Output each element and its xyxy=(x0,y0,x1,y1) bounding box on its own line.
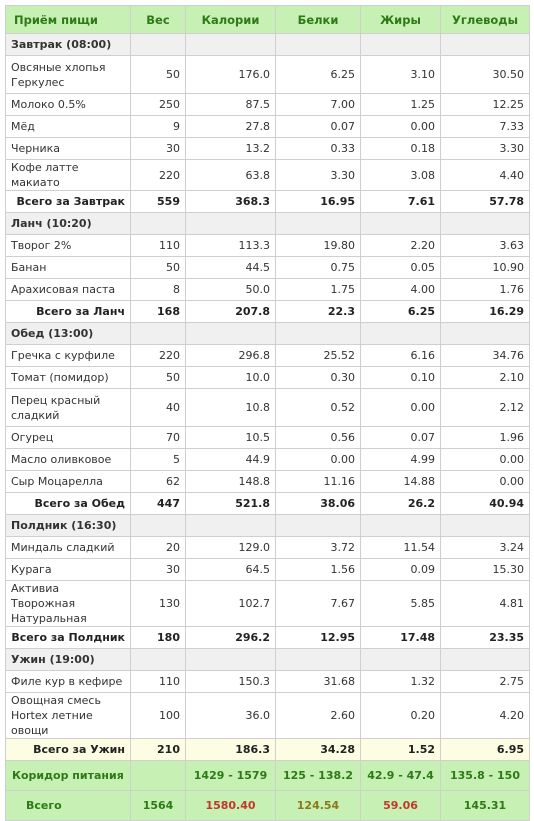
food-name: Активиа Творожная Натуральная xyxy=(6,581,131,627)
section-empty-cell xyxy=(441,515,530,537)
meal-total-protein: 16.95 xyxy=(276,191,361,213)
grand-total-protein: 124.54 xyxy=(276,791,361,821)
food-calories: 148.8 xyxy=(186,471,276,493)
food-name: Перец красный сладкий xyxy=(6,389,131,427)
meal-total-weight: 168 xyxy=(131,301,186,323)
food-name: Мёд xyxy=(6,116,131,138)
meal-total-weight: 447 xyxy=(131,493,186,515)
food-name: Томат (помидор) xyxy=(6,367,131,389)
header-meal: Приём пищи xyxy=(6,6,131,34)
section-empty-cell xyxy=(276,34,361,56)
food-name: Банан xyxy=(6,257,131,279)
meal-total-fat: 7.61 xyxy=(361,191,441,213)
meal-section-row xyxy=(6,34,530,56)
food-protein: 3.72 xyxy=(276,537,361,559)
header-fat: Жиры xyxy=(361,6,441,34)
food-protein: 0.52 xyxy=(276,389,361,427)
nutrition-table xyxy=(5,5,530,821)
food-calories: 63.8 xyxy=(186,160,276,191)
meal-title: Ужин (19:00) xyxy=(6,649,131,671)
food-protein: 3.30 xyxy=(276,160,361,191)
food-item-row xyxy=(6,56,530,94)
meal-total-label: Всего за Ланч xyxy=(6,301,131,323)
food-protein: 11.16 xyxy=(276,471,361,493)
food-carbs: 3.24 xyxy=(441,537,530,559)
meal-total-fat: 1.52 xyxy=(361,739,441,761)
food-carbs: 3.30 xyxy=(441,138,530,160)
food-calories: 129.0 xyxy=(186,537,276,559)
meal-total-carbs: 40.94 xyxy=(441,493,530,515)
section-empty-cell xyxy=(186,323,276,345)
food-name: Миндаль сладкий xyxy=(6,537,131,559)
food-name: Гречка с курфиле xyxy=(6,345,131,367)
food-fat: 0.20 xyxy=(361,693,441,739)
food-fat: 1.25 xyxy=(361,94,441,116)
meal-total-row xyxy=(6,627,530,649)
food-carbs: 4.81 xyxy=(441,581,530,627)
food-carbs: 4.40 xyxy=(441,160,530,191)
food-protein: 2.60 xyxy=(276,693,361,739)
section-empty-cell xyxy=(276,515,361,537)
header-weight: Вес xyxy=(131,6,186,34)
food-calories: 10.5 xyxy=(186,427,276,449)
meal-total-calories: 296.2 xyxy=(186,627,276,649)
food-item-row xyxy=(6,94,530,116)
section-empty-cell xyxy=(361,649,441,671)
header-calories: Калории xyxy=(186,6,276,34)
meal-total-label: Всего за Завтрак xyxy=(6,191,131,213)
section-empty-cell xyxy=(441,323,530,345)
section-empty-cell xyxy=(131,34,186,56)
food-protein: 1.56 xyxy=(276,559,361,581)
food-calories: 102.7 xyxy=(186,581,276,627)
header-protein: Белки xyxy=(276,6,361,34)
section-empty-cell xyxy=(186,649,276,671)
section-empty-cell xyxy=(361,34,441,56)
corridor-calories: 1429 - 1579 xyxy=(186,761,276,791)
section-empty-cell xyxy=(186,34,276,56)
food-calories: 10.8 xyxy=(186,389,276,427)
table-body xyxy=(6,34,530,821)
food-protein: 0.75 xyxy=(276,257,361,279)
food-protein: 31.68 xyxy=(276,671,361,693)
food-weight: 50 xyxy=(131,56,186,94)
food-item-row xyxy=(6,257,530,279)
meal-section-row xyxy=(6,515,530,537)
food-carbs: 34.76 xyxy=(441,345,530,367)
food-weight: 130 xyxy=(131,581,186,627)
food-weight: 110 xyxy=(131,671,186,693)
corridor-row xyxy=(6,761,530,791)
meal-title: Полдник (16:30) xyxy=(6,515,131,537)
meal-total-protein: 34.28 xyxy=(276,739,361,761)
food-fat: 0.07 xyxy=(361,427,441,449)
food-name: Творог 2% xyxy=(6,235,131,257)
food-calories: 10.0 xyxy=(186,367,276,389)
meal-total-calories: 368.3 xyxy=(186,191,276,213)
food-fat: 3.10 xyxy=(361,56,441,94)
section-empty-cell xyxy=(276,649,361,671)
corridor-fat: 42.9 - 47.4 xyxy=(361,761,441,791)
food-protein: 25.52 xyxy=(276,345,361,367)
section-empty-cell xyxy=(441,649,530,671)
food-carbs: 0.00 xyxy=(441,449,530,471)
food-fat: 1.32 xyxy=(361,671,441,693)
food-protein: 1.75 xyxy=(276,279,361,301)
food-item-row xyxy=(6,537,530,559)
food-name: Кофе латте макиато xyxy=(6,160,131,191)
meal-total-row xyxy=(6,301,530,323)
food-item-row xyxy=(6,279,530,301)
header-carbs: Углеводы xyxy=(441,6,530,34)
food-name: Овсяные хлопья Геркулес xyxy=(6,56,131,94)
grand-total-fat: 59.06 xyxy=(361,791,441,821)
food-carbs: 2.10 xyxy=(441,367,530,389)
meal-total-weight: 559 xyxy=(131,191,186,213)
food-weight: 100 xyxy=(131,693,186,739)
food-name: Сыр Моцарелла xyxy=(6,471,131,493)
meal-total-calories: 186.3 xyxy=(186,739,276,761)
food-protein: 0.00 xyxy=(276,449,361,471)
section-empty-cell xyxy=(276,213,361,235)
food-weight: 220 xyxy=(131,160,186,191)
food-name: Молоко 0.5% xyxy=(6,94,131,116)
food-calories: 176.0 xyxy=(186,56,276,94)
food-calories: 50.0 xyxy=(186,279,276,301)
meal-total-weight: 180 xyxy=(131,627,186,649)
food-item-row xyxy=(6,138,530,160)
food-calories: 27.8 xyxy=(186,116,276,138)
food-carbs: 12.25 xyxy=(441,94,530,116)
food-item-row xyxy=(6,693,530,739)
section-empty-cell xyxy=(131,515,186,537)
section-empty-cell xyxy=(361,515,441,537)
food-name: Арахисовая паста xyxy=(6,279,131,301)
food-fat: 5.85 xyxy=(361,581,441,627)
section-empty-cell xyxy=(361,323,441,345)
meal-title: Завтрак (08:00) xyxy=(6,34,131,56)
food-fat: 3.08 xyxy=(361,160,441,191)
food-carbs: 1.76 xyxy=(441,279,530,301)
food-protein: 7.00 xyxy=(276,94,361,116)
section-empty-cell xyxy=(441,34,530,56)
food-weight: 62 xyxy=(131,471,186,493)
meal-total-fat: 17.48 xyxy=(361,627,441,649)
food-protein: 7.67 xyxy=(276,581,361,627)
food-fat: 0.18 xyxy=(361,138,441,160)
food-name: Курага xyxy=(6,559,131,581)
corridor-weight xyxy=(131,761,186,791)
meal-section-row xyxy=(6,323,530,345)
grand-total-weight: 1564 xyxy=(131,791,186,821)
food-weight: 40 xyxy=(131,389,186,427)
food-calories: 13.2 xyxy=(186,138,276,160)
meal-total-carbs: 57.78 xyxy=(441,191,530,213)
meal-total-carbs: 6.95 xyxy=(441,739,530,761)
meal-total-fat: 6.25 xyxy=(361,301,441,323)
grand-total-carbs: 145.31 xyxy=(441,791,530,821)
section-empty-cell xyxy=(131,323,186,345)
food-weight: 250 xyxy=(131,94,186,116)
food-weight: 30 xyxy=(131,559,186,581)
food-item-row xyxy=(6,449,530,471)
section-empty-cell xyxy=(441,213,530,235)
food-name: Огурец xyxy=(6,427,131,449)
grand-total-row xyxy=(6,791,530,821)
grand-total-calories: 1580.40 xyxy=(186,791,276,821)
meal-section-row xyxy=(6,213,530,235)
food-fat: 6.16 xyxy=(361,345,441,367)
meal-total-carbs: 16.29 xyxy=(441,301,530,323)
food-protein: 0.56 xyxy=(276,427,361,449)
food-item-row xyxy=(6,559,530,581)
food-calories: 296.8 xyxy=(186,345,276,367)
food-calories: 64.5 xyxy=(186,559,276,581)
food-weight: 8 xyxy=(131,279,186,301)
food-fat: 2.20 xyxy=(361,235,441,257)
meal-total-label: Всего за Ужин xyxy=(6,739,131,761)
food-weight: 50 xyxy=(131,367,186,389)
food-name: Масло оливковое xyxy=(6,449,131,471)
meal-total-protein: 38.06 xyxy=(276,493,361,515)
food-carbs: 4.20 xyxy=(441,693,530,739)
meal-section-row xyxy=(6,649,530,671)
food-name: Овощная смесь Hortex летние овощи xyxy=(6,693,131,739)
food-calories: 87.5 xyxy=(186,94,276,116)
section-empty-cell xyxy=(186,213,276,235)
food-calories: 113.3 xyxy=(186,235,276,257)
food-carbs: 15.30 xyxy=(441,559,530,581)
food-protein: 0.30 xyxy=(276,367,361,389)
food-carbs: 7.33 xyxy=(441,116,530,138)
meal-title: Обед (13:00) xyxy=(6,323,131,345)
meal-total-calories: 207.8 xyxy=(186,301,276,323)
food-carbs: 1.96 xyxy=(441,427,530,449)
food-item-row xyxy=(6,345,530,367)
corridor-label: Коридор питания xyxy=(6,761,131,791)
food-item-row xyxy=(6,160,530,191)
food-weight: 5 xyxy=(131,449,186,471)
food-calories: 150.3 xyxy=(186,671,276,693)
food-item-row xyxy=(6,471,530,493)
food-protein: 6.25 xyxy=(276,56,361,94)
food-weight: 70 xyxy=(131,427,186,449)
section-empty-cell xyxy=(186,515,276,537)
food-calories: 36.0 xyxy=(186,693,276,739)
header-row xyxy=(6,6,530,34)
meal-total-fat: 26.2 xyxy=(361,493,441,515)
food-protein: 0.33 xyxy=(276,138,361,160)
meal-total-row xyxy=(6,493,530,515)
meal-title: Ланч (10:20) xyxy=(6,213,131,235)
food-fat: 11.54 xyxy=(361,537,441,559)
section-empty-cell xyxy=(131,213,186,235)
food-carbs: 2.75 xyxy=(441,671,530,693)
food-fat: 0.10 xyxy=(361,367,441,389)
meal-total-carbs: 23.35 xyxy=(441,627,530,649)
food-carbs: 3.63 xyxy=(441,235,530,257)
food-weight: 220 xyxy=(131,345,186,367)
food-calories: 44.9 xyxy=(186,449,276,471)
food-carbs: 10.90 xyxy=(441,257,530,279)
corridor-protein: 125 - 138.2 xyxy=(276,761,361,791)
food-fat: 14.88 xyxy=(361,471,441,493)
food-weight: 20 xyxy=(131,537,186,559)
food-fat: 0.05 xyxy=(361,257,441,279)
section-empty-cell xyxy=(361,213,441,235)
food-calories: 44.5 xyxy=(186,257,276,279)
food-fat: 0.09 xyxy=(361,559,441,581)
meal-total-protein: 12.95 xyxy=(276,627,361,649)
food-item-row xyxy=(6,581,530,627)
meal-total-row xyxy=(6,191,530,213)
food-fat: 0.00 xyxy=(361,116,441,138)
food-name: Филе кур в кефире xyxy=(6,671,131,693)
food-item-row xyxy=(6,235,530,257)
food-fat: 0.00 xyxy=(361,389,441,427)
meal-total-protein: 22.3 xyxy=(276,301,361,323)
food-protein: 19.80 xyxy=(276,235,361,257)
meal-total-weight: 210 xyxy=(131,739,186,761)
food-carbs: 2.12 xyxy=(441,389,530,427)
grand-total-label: Всего xyxy=(6,791,131,821)
food-name: Черника xyxy=(6,138,131,160)
food-item-row xyxy=(6,116,530,138)
food-carbs: 0.00 xyxy=(441,471,530,493)
meal-total-row xyxy=(6,739,530,761)
food-protein: 0.07 xyxy=(276,116,361,138)
corridor-carbs: 135.8 - 150 xyxy=(441,761,530,791)
food-weight: 110 xyxy=(131,235,186,257)
food-item-row xyxy=(6,671,530,693)
meal-total-label: Всего за Полдник xyxy=(6,627,131,649)
meal-total-calories: 521.8 xyxy=(186,493,276,515)
food-fat: 4.99 xyxy=(361,449,441,471)
meal-total-label: Всего за Обед xyxy=(6,493,131,515)
food-fat: 4.00 xyxy=(361,279,441,301)
food-weight: 9 xyxy=(131,116,186,138)
food-item-row xyxy=(6,389,530,427)
food-carbs: 30.50 xyxy=(441,56,530,94)
food-weight: 30 xyxy=(131,138,186,160)
food-weight: 50 xyxy=(131,257,186,279)
food-item-row xyxy=(6,367,530,389)
section-empty-cell xyxy=(131,649,186,671)
section-empty-cell xyxy=(276,323,361,345)
food-item-row xyxy=(6,427,530,449)
